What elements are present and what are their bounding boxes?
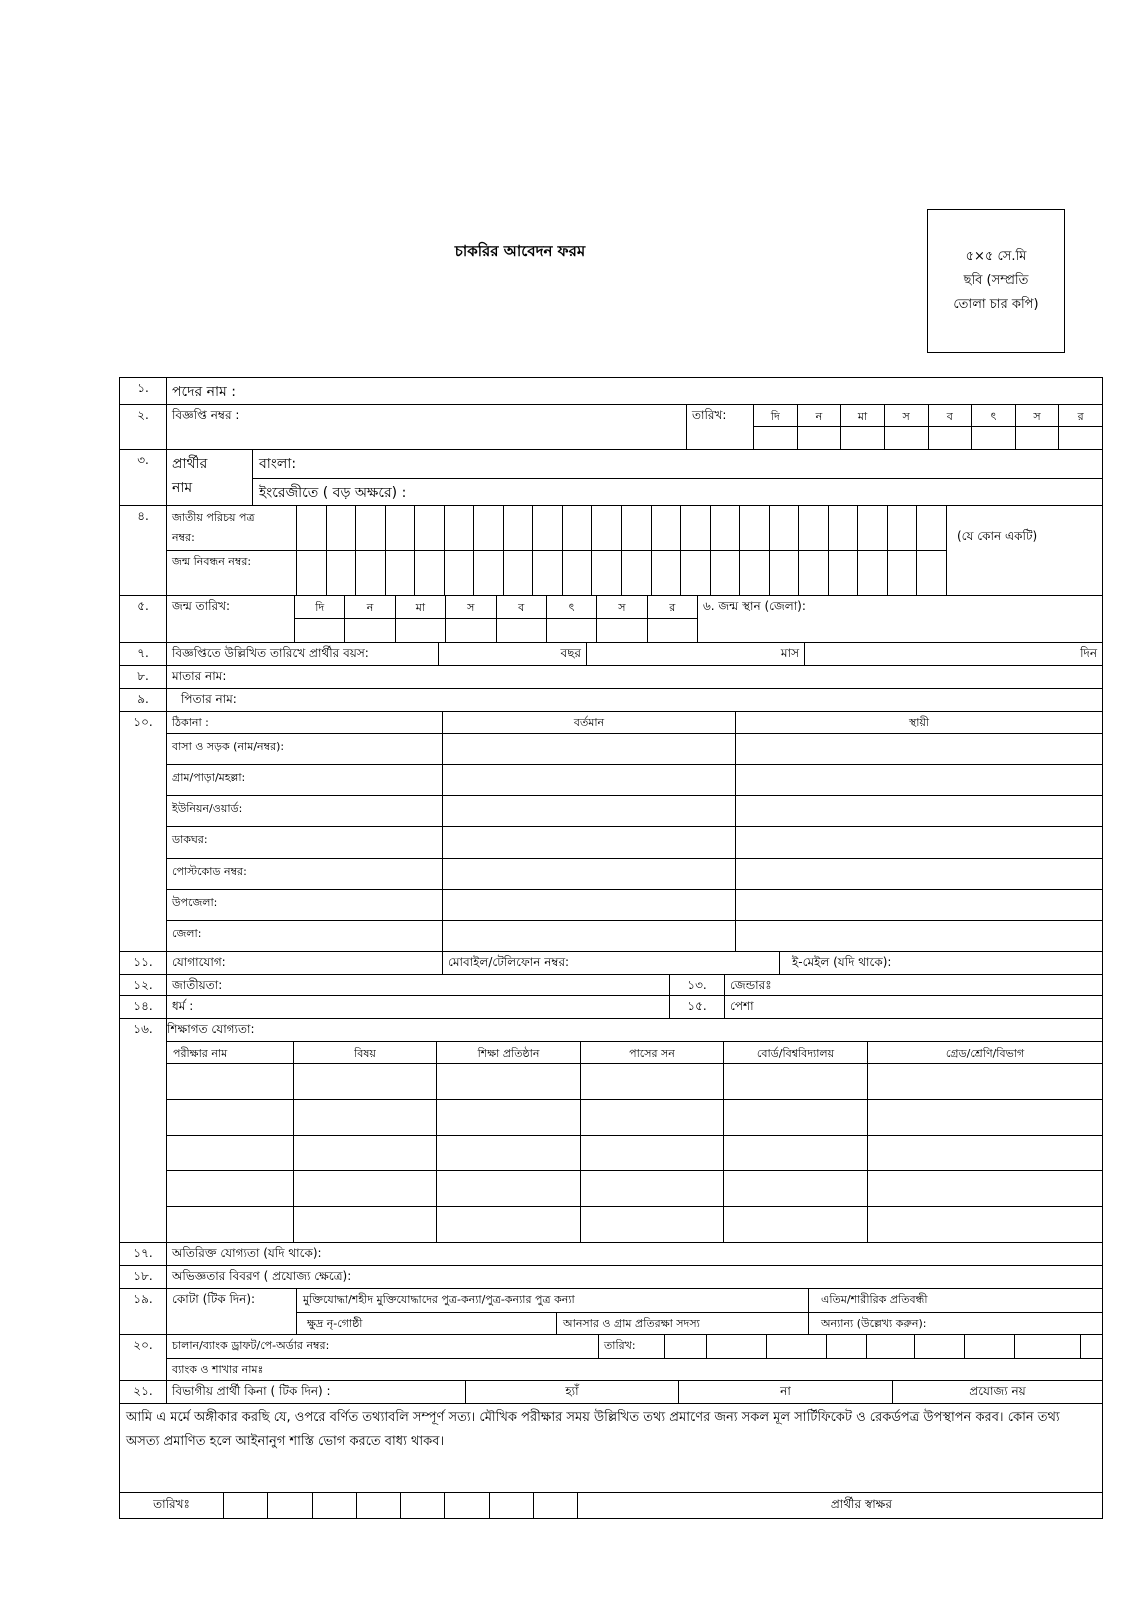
quota-label: কোটা (টিক দিন): — [167, 1289, 297, 1334]
departmental-no[interactable]: না — [679, 1381, 893, 1403]
row-footer — [120, 1493, 1102, 1518]
permanent-address-input[interactable] — [736, 765, 1102, 795]
circular-number-field[interactable]: বিজ্ঞপ্তি নম্বর : — [167, 405, 687, 449]
label-part: প্রার্থীর — [172, 456, 208, 472]
digit-cell[interactable] — [858, 551, 888, 595]
row-number: ১৭. — [120, 1243, 167, 1265]
education-cell[interactable] — [167, 1100, 294, 1135]
age-label: বিজ্ঞপ্তিতে উল্লিখিত তারিখে প্রার্থীর বয়স: — [167, 643, 439, 665]
education-cell[interactable] — [724, 1171, 868, 1206]
row-religion — [120, 996, 1102, 1019]
digit-cell[interactable] — [386, 551, 416, 595]
digit-cell[interactable] — [563, 551, 593, 595]
row-circular — [120, 405, 1102, 450]
digit-cell[interactable] — [533, 551, 563, 595]
education-row — [167, 1064, 1102, 1100]
education-block — [167, 1019, 1102, 1242]
education-header-cell: পরীক্ষার নাম — [167, 1042, 294, 1063]
challan-date-cell[interactable] — [965, 1335, 1015, 1358]
education-cell[interactable] — [294, 1100, 437, 1135]
permanent-address-input[interactable] — [736, 921, 1102, 951]
digit-cell[interactable] — [327, 506, 357, 550]
challan-date-cell[interactable] — [827, 1335, 867, 1358]
education-cell[interactable] — [167, 1171, 294, 1206]
challan-date-cell[interactable] — [867, 1335, 915, 1358]
present-address-input[interactable] — [443, 796, 736, 826]
name-bangla-field[interactable]: বাংলা: — [253, 450, 1102, 479]
education-cell[interactable] — [581, 1100, 724, 1135]
address-field-label: ডাকঘর: — [167, 827, 443, 857]
digit-cell[interactable] — [799, 506, 829, 550]
education-cell[interactable] — [294, 1064, 437, 1099]
row-applicant-name — [120, 450, 1102, 506]
digit-cell[interactable] — [858, 506, 888, 550]
date-cell-input[interactable] — [929, 427, 973, 449]
footer-date-cell[interactable] — [490, 1493, 534, 1518]
date-cell-input[interactable] — [1059, 427, 1102, 449]
birth-date-cell-label: স — [446, 596, 496, 618]
occupation-field[interactable]: পেশা — [730, 999, 754, 1013]
birth-date-label: জন্ম তারিখ: — [167, 596, 295, 642]
education-header-cell: বিষয় — [294, 1042, 437, 1063]
present-address-input[interactable] — [443, 859, 736, 889]
date-cell-input[interactable] — [885, 427, 929, 449]
birth-place-field[interactable]: ৬. জন্ম স্থান (জেলা): — [703, 599, 806, 613]
date-cell-input[interactable] — [972, 427, 1016, 449]
education-cell[interactable] — [724, 1100, 868, 1135]
date-cell-input[interactable] — [798, 427, 842, 449]
digit-cell[interactable] — [770, 551, 800, 595]
digit-cell[interactable] — [533, 506, 563, 550]
challan-date-cell[interactable] — [1081, 1335, 1102, 1358]
digit-cell[interactable] — [445, 551, 475, 595]
applicant-name-label — [167, 450, 253, 505]
digit-cell[interactable] — [711, 551, 741, 595]
education-header-cell: বোর্ড/বিশ্ববিদ্যালয় — [724, 1042, 868, 1063]
digit-cell[interactable] — [740, 506, 770, 550]
photo-note-1: ৫×৫ সে.মি — [965, 249, 1027, 264]
row-number: ১২. — [120, 975, 167, 995]
father-name-field[interactable]: পিতার নাম: — [181, 692, 237, 706]
education-cell[interactable] — [581, 1136, 724, 1171]
quota-orphan-disabled[interactable]: এতিম/শারীরিক প্রতিবন্ধী — [821, 1293, 928, 1306]
digit-cell[interactable] — [799, 551, 829, 595]
education-cell[interactable] — [167, 1207, 294, 1242]
row-nationality — [120, 975, 1102, 996]
contact-label: যোগাযোগ: — [167, 952, 443, 974]
digit-cell[interactable] — [297, 506, 327, 550]
row-number: ৯. — [120, 689, 167, 711]
birth-reg-label: জন্ম নিবন্ধন নম্বর: — [167, 551, 297, 595]
row-number: ২. — [120, 405, 167, 449]
nid-digit-grid — [297, 506, 946, 550]
application-form — [119, 377, 1103, 1519]
education-cell[interactable] — [868, 1207, 1102, 1242]
birth-date-cell-input[interactable] — [396, 619, 446, 642]
birth-date-cell-label: স — [597, 596, 647, 618]
footer-date-cell[interactable] — [224, 1493, 268, 1518]
education-header-cell: গ্রেড/শ্রেণি/বিভাগ — [945, 1047, 1025, 1060]
quota-ansar-vdp[interactable]: আনসার ও গ্রাম প্রতিরক্ষা সদস্য — [557, 1313, 809, 1334]
digit-cell[interactable] — [445, 506, 475, 550]
date-cell-input[interactable] — [841, 427, 885, 449]
mother-name-field[interactable]: মাতার নাম: — [172, 669, 227, 683]
footer-date-cell[interactable] — [445, 1493, 489, 1518]
birth-date-cell-input[interactable] — [497, 619, 547, 642]
birth-date-cell-label: ন — [345, 596, 395, 618]
address-field-label: জেলা: — [167, 921, 443, 951]
mobile-field[interactable]: মোবাইল/টেলিফোন নম্বর: — [443, 952, 780, 974]
address-field-label: গ্রাম/পাড়া/মহল্লা: — [167, 765, 443, 795]
present-address-input[interactable] — [443, 921, 736, 951]
education-cell[interactable] — [167, 1136, 294, 1171]
education-cell[interactable] — [437, 1136, 581, 1171]
row-number: ১০. — [120, 712, 167, 951]
post-name-field[interactable]: পদের নাম : — [172, 384, 236, 400]
date-cell-label: স — [885, 405, 929, 426]
education-row — [167, 1100, 1102, 1136]
challan-date-cell[interactable] — [707, 1335, 767, 1358]
present-address-input[interactable] — [443, 890, 736, 920]
date-cell-input[interactable] — [1016, 427, 1060, 449]
birth-date-cell-input[interactable] — [446, 619, 496, 642]
footer-date-cell[interactable] — [534, 1493, 577, 1518]
religion-field[interactable]: ধর্ম : — [167, 996, 670, 1018]
digit-cell[interactable] — [563, 506, 593, 550]
additional-qualification-field[interactable]: অতিরিক্ত যোগ্যতা (যদি থাকে): — [172, 1246, 322, 1260]
address-row — [167, 796, 1102, 827]
digit-cell[interactable] — [711, 506, 741, 550]
education-cell[interactable] — [868, 1064, 1102, 1099]
digit-cell[interactable] — [681, 506, 711, 550]
name-english-field[interactable]: ইংরেজীতে ( বড় অক্ষরে) : — [259, 485, 407, 501]
permanent-address-input[interactable] — [736, 859, 1102, 889]
education-cell[interactable] — [724, 1136, 868, 1171]
birth-date-cell-input[interactable] — [295, 619, 345, 642]
date-cell-label: র — [1077, 410, 1084, 423]
row-education — [120, 1019, 1102, 1243]
row-address — [120, 712, 1102, 952]
permanent-address-input[interactable] — [736, 796, 1102, 826]
quota-ethnic-minority[interactable]: ক্ষুদ্র নৃ-গোষ্ঠী — [297, 1313, 557, 1334]
education-row — [167, 1171, 1102, 1207]
date-cell-label: দি — [754, 405, 798, 426]
row-departmental — [120, 1381, 1102, 1404]
education-header-cell: শিক্ষা প্রতিষ্ঠান — [437, 1042, 581, 1063]
row-father — [120, 689, 1102, 712]
digit-cell[interactable] — [829, 506, 859, 550]
present-address-input[interactable] — [443, 765, 736, 795]
digit-cell[interactable] — [770, 506, 800, 550]
digit-cell[interactable] — [504, 506, 534, 550]
footer-date-label: তারিখঃ — [120, 1493, 224, 1518]
education-cell[interactable] — [581, 1171, 724, 1206]
digit-cell[interactable] — [356, 551, 386, 595]
present-address-input[interactable] — [443, 827, 736, 857]
date-cell-label: ব — [929, 405, 973, 426]
birth-date-cell-input[interactable] — [597, 619, 647, 642]
digit-cell[interactable] — [592, 506, 622, 550]
birth-date-cell-input[interactable] — [648, 619, 697, 642]
digit-cell[interactable] — [622, 551, 652, 595]
education-cell[interactable] — [437, 1171, 581, 1206]
challan-date-cell[interactable] — [665, 1335, 707, 1358]
age-years-field[interactable]: বছর — [439, 643, 587, 665]
declaration-text: আমি এ মর্মে অঙ্গীকার করছি যে, ওপরে বর্ণিত তথ্যাবলি সম্পূর্ণ সত্য। মৌখিক পরীক্ষার সময় উল্লিখিত তথ্য প্রমাণের জন্য সকল মূল সার্টিফিকেট ও রেকর্ডপত্র উপস্থাপন করব। কোন তথ্য অসত্য প্রমাণিত হলে আইনানুগ শাস্তি ভোগ করতে বাধ্য থাকব। — [126, 1410, 1060, 1449]
row-number: ৮. — [120, 666, 167, 688]
digit-cell[interactable] — [888, 506, 918, 550]
digit-cell[interactable] — [297, 551, 327, 595]
id-note: (যে কোন একটি) — [957, 529, 1038, 543]
date-cell-input[interactable] — [754, 427, 798, 449]
row-number: ৭. — [120, 643, 167, 665]
nid-label — [167, 506, 297, 550]
id-number-block — [167, 506, 1102, 595]
digit-cell[interactable] — [327, 551, 357, 595]
address-row — [167, 921, 1102, 951]
row-age — [120, 643, 1102, 666]
present-address-input[interactable] — [443, 734, 736, 764]
footer-date-cell[interactable] — [268, 1493, 312, 1518]
row-number: ১. — [120, 378, 167, 404]
education-cell[interactable] — [437, 1100, 581, 1135]
row-additional-qualification — [120, 1243, 1102, 1266]
signature-label: প্রার্থীর স্বাক্ষর — [830, 1497, 892, 1511]
gender-field[interactable]: জেন্ডারঃ — [730, 978, 772, 992]
row-mother — [120, 666, 1102, 689]
row-number: ৪. — [120, 506, 167, 595]
photo-box — [927, 209, 1065, 353]
education-cell[interactable] — [167, 1064, 294, 1099]
nationality-field[interactable]: জাতীয়তা: — [167, 975, 670, 995]
row-number: ১৯. — [120, 1289, 167, 1334]
education-cell[interactable] — [868, 1171, 1102, 1206]
digit-cell[interactable] — [829, 551, 859, 595]
challan-date-cell[interactable] — [1015, 1335, 1081, 1358]
education-cell[interactable] — [581, 1207, 724, 1242]
age-months-field[interactable]: মাস — [587, 643, 805, 665]
digit-cell[interactable] — [415, 551, 445, 595]
bank-branch-field[interactable]: ব্যাংক ও শাখার নামঃ — [172, 1363, 264, 1376]
education-cell[interactable] — [868, 1136, 1102, 1171]
departmental-label: বিভাগীয় প্রার্থী কিনা ( টিক দিন) : — [167, 1381, 466, 1403]
birth-reg-digit-grid — [297, 551, 946, 595]
birth-date-cell-label: ৎ — [547, 596, 597, 618]
address-row — [167, 734, 1102, 765]
address-row — [167, 827, 1102, 858]
circular-date-label: তারিখ: — [687, 405, 754, 449]
education-cell[interactable] — [294, 1136, 437, 1171]
address-field-label: বাসা ও সড়ক (নাম/নম্বর): — [167, 734, 443, 764]
label-part: জাতীয় পরিচয় পত্র — [172, 511, 255, 524]
digit-cell[interactable] — [681, 551, 711, 595]
digit-cell[interactable] — [356, 506, 386, 550]
digit-cell[interactable] — [504, 551, 534, 595]
quota-options — [297, 1289, 1102, 1334]
footer-date-cell[interactable] — [313, 1493, 357, 1518]
challan-date-cell[interactable] — [767, 1335, 827, 1358]
row-number: ২১. — [120, 1381, 167, 1403]
row-contact — [120, 952, 1102, 975]
row-number: ১১. — [120, 952, 167, 974]
footer-date-grid — [224, 1493, 578, 1518]
digit-cell[interactable] — [917, 551, 946, 595]
digit-cell[interactable] — [917, 506, 946, 550]
row-number: ১৬. — [120, 1019, 167, 1242]
birth-date-cell-label: ব — [497, 596, 547, 618]
education-cell[interactable] — [724, 1064, 868, 1099]
birth-date-cell-label: মা — [396, 596, 446, 618]
row-declaration — [120, 1404, 1102, 1493]
education-cell[interactable] — [294, 1171, 437, 1206]
departmental-na[interactable]: প্রযোজ্য নয় — [969, 1384, 1026, 1398]
experience-field[interactable]: অভিজ্ঞতার বিবরণ ( প্রযোজ্য ক্ষেত্রে): — [172, 1269, 352, 1283]
address-row — [167, 859, 1102, 890]
address-row — [167, 765, 1102, 796]
row-number: ১৮. — [120, 1266, 167, 1288]
row-number: ৫. — [120, 596, 167, 642]
row-quota — [120, 1289, 1102, 1335]
education-cell[interactable] — [437, 1064, 581, 1099]
date-cell-label: স — [1016, 405, 1060, 426]
education-cell[interactable] — [437, 1207, 581, 1242]
education-header-row — [167, 1042, 1102, 1064]
challan-number-field[interactable]: চালান/ব্যাংক ড্রাফট/পে-অর্ডার নম্বর: — [167, 1335, 599, 1358]
education-header-cell: পাসের সন — [581, 1042, 724, 1063]
education-cell[interactable] — [868, 1100, 1102, 1135]
row-number: ২০. — [120, 1335, 167, 1380]
digit-cell[interactable] — [386, 506, 416, 550]
digit-cell[interactable] — [415, 506, 445, 550]
education-cell[interactable] — [724, 1207, 868, 1242]
row-number: ১৩. — [670, 975, 725, 995]
row-experience — [120, 1266, 1102, 1289]
address-row — [167, 890, 1102, 921]
address-label: ঠিকানা : — [167, 712, 443, 733]
row-number: ১৫. — [670, 996, 725, 1018]
education-cell[interactable] — [581, 1064, 724, 1099]
challan-block — [167, 1335, 1102, 1380]
quota-freedom-fighter[interactable]: মুক্তিযোদ্ধা/শহীদ মুক্তিযোদ্ধাদের পুত্র-কন্যা/পুত্র-কন্যার পুত্র কন্যা — [297, 1289, 809, 1312]
row-challan — [120, 1335, 1102, 1381]
challan-date-grid — [665, 1335, 1102, 1358]
form-title: চাকরির আবেদন ফরম — [454, 242, 586, 260]
digit-cell[interactable] — [474, 551, 504, 595]
applicant-name-fields — [253, 450, 1102, 505]
digit-cell[interactable] — [622, 506, 652, 550]
education-title: শিক্ষাগত যোগ্যতা: — [167, 1019, 1102, 1042]
label-part: নম্বর: — [172, 531, 195, 544]
birth-date-cell-input[interactable] — [547, 619, 597, 642]
date-cell-label: মা — [841, 405, 885, 426]
row-post-name — [120, 378, 1102, 405]
address-block — [167, 712, 1102, 951]
birth-date-grid — [295, 596, 698, 642]
education-row — [167, 1207, 1102, 1242]
permanent-address-input[interactable] — [736, 890, 1102, 920]
digit-cell[interactable] — [652, 551, 682, 595]
digit-cell[interactable] — [592, 551, 622, 595]
photo-note-3: তোলা চার কপি) — [953, 297, 1039, 312]
quota-others[interactable]: অন্যান্য (উল্লেখ্য করুন): — [821, 1317, 927, 1330]
education-row — [167, 1136, 1102, 1172]
digit-cell[interactable] — [652, 506, 682, 550]
permanent-address-input[interactable] — [736, 734, 1102, 764]
education-cell[interactable] — [294, 1207, 437, 1242]
permanent-address-header: স্থায়ী — [908, 716, 930, 729]
footer-date-cell[interactable] — [357, 1493, 401, 1518]
permanent-address-input[interactable] — [736, 827, 1102, 857]
row-id-number — [120, 506, 1102, 596]
birth-date-cell-label: দি — [295, 596, 345, 618]
challan-date-cell[interactable] — [915, 1335, 965, 1358]
footer-date-cell[interactable] — [401, 1493, 445, 1518]
circular-date-grid — [754, 405, 1102, 449]
date-cell-label: ৎ — [972, 405, 1016, 426]
birth-date-cell-input[interactable] — [345, 619, 395, 642]
email-field[interactable]: ই-মেইল (যদি থাকে): — [792, 955, 892, 969]
row-number: ১৪. — [120, 996, 167, 1018]
row-number: ৩. — [120, 450, 167, 505]
digit-cell[interactable] — [474, 506, 504, 550]
label-part: নাম — [172, 480, 193, 496]
digit-cell[interactable] — [740, 551, 770, 595]
address-field-label: পোস্টকোড নম্বর: — [167, 859, 443, 889]
row-birth-date — [120, 596, 1102, 643]
address-field-label: ইউনিয়ন/ওয়ার্ড: — [167, 796, 443, 826]
present-address-header: বর্তমান — [443, 712, 736, 733]
birth-date-cell-label: র — [669, 601, 676, 614]
challan-date-label: তারিখ: — [599, 1335, 665, 1358]
age-days-field[interactable]: দিন — [1080, 646, 1097, 660]
address-field-label: উপজেলা: — [167, 890, 443, 920]
digit-cell[interactable] — [888, 551, 918, 595]
photo-note-2: ছবি (সম্প্রতি — [963, 273, 1029, 288]
departmental-yes[interactable]: হ্যাঁ — [466, 1381, 679, 1403]
date-cell-label: ন — [798, 405, 842, 426]
